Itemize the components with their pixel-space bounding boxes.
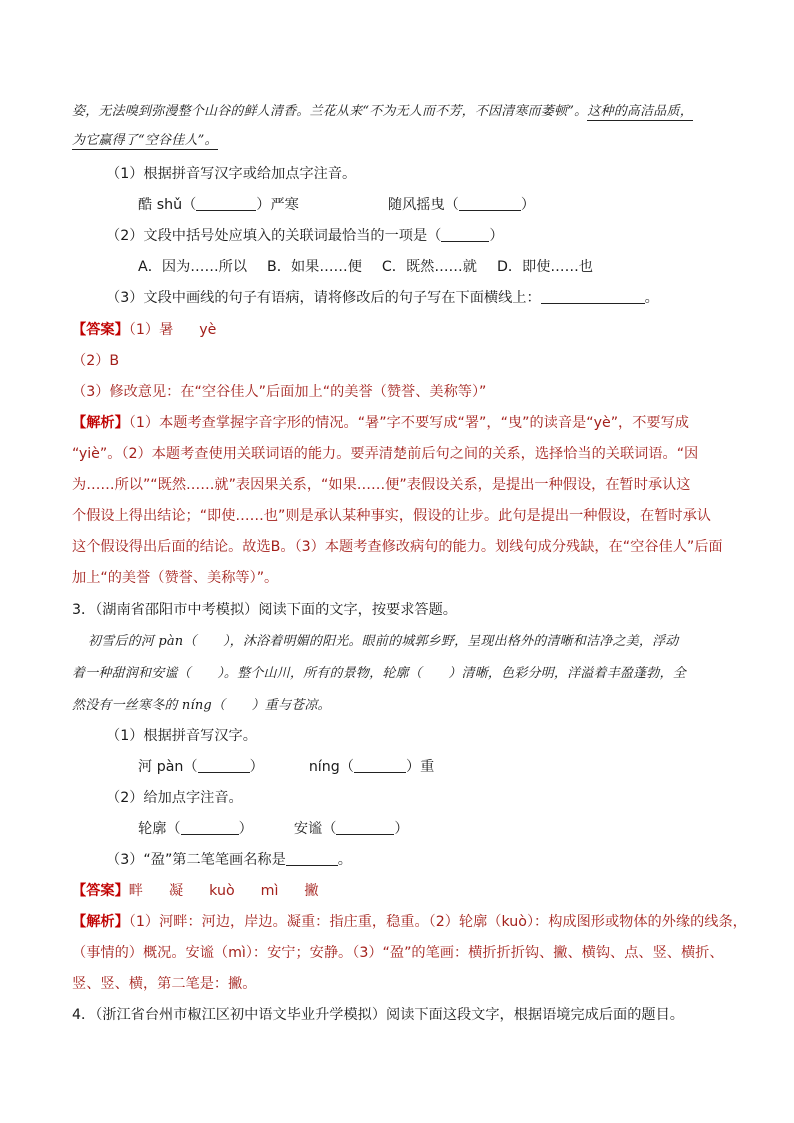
- answer-blank[interactable]: [354, 758, 406, 773]
- q3-passage-line: 初雪后的河 pàn（ ），沐浴着明媚的阳光。眼前的城郭乡野，呈现出格外的清晰和洁净之美，浮动: [88, 634, 679, 649]
- q3-passage-line: 着一种甜润和安谧（ ）。整个山川，所有的景物，轮廓（ ）清晰，色彩分明，洋溢着丰盈蓬勃，全: [72, 666, 686, 681]
- q3-analysis-line: （事情的）概况。安谧（mì）：安宁；安静。（3）“盈”的笔画：横折折折钩、撇、横钩、点、竖、横折、: [72, 945, 724, 961]
- q3-sub2-prompt: （2）给加点字注音。: [106, 790, 243, 806]
- q3-sub3-prompt: （3）“盈”第二笔笔画名称是 。: [106, 852, 352, 868]
- q2-analysis-line: 加上“的美誉（赞誉、美称等）”。: [72, 570, 279, 586]
- q2-analysis-line: 【解析】（1）本题考查掌握字音字形的情况。“暑”字不要写成“署”，“曳”的读音是“yè”，不要写成: [72, 415, 689, 431]
- analysis-tag: 【解析】: [72, 415, 129, 431]
- answer-blank[interactable]: [196, 196, 256, 211]
- q3-analysis-line: 竖、竖、横，第二笔是：撇。: [72, 976, 257, 992]
- q3-sub1-items: 河 pàn（ ） níng（ ）重: [138, 759, 435, 775]
- passage-line-2: [72, 131, 218, 151]
- q3-sub1-prompt: （1）根据拼音写汉字。: [106, 728, 257, 744]
- q2-sub3-prompt: （3）文段中画线的句子有语病，请将修改后的句子写在下面横线上： 。: [106, 290, 659, 306]
- passage-line-1: [72, 102, 693, 122]
- answer-blank[interactable]: [181, 820, 239, 835]
- q3-answer: 【答案】畔 凝 kuò mì 撇: [72, 883, 319, 899]
- answer-blank[interactable]: [441, 227, 489, 242]
- q2-sub2-options: [138, 257, 593, 277]
- q2-analysis-line: 为……所以”“既然……就”表因果关系，“如果……便”表假设关系，是提出一种假设，在暂时承认这: [72, 477, 691, 493]
- option-b[interactable]: B．如果……便: [267, 259, 362, 275]
- q2-sub1-prompt: （1）根据拼音写汉字或给加点字注音。: [106, 166, 357, 182]
- answer-blank[interactable]: [336, 820, 394, 835]
- q3-analysis-line: 【解析】（1）河畔：河边，岸边。凝重：指庄重，稳重。（2）轮廓（kuò）：构成图形或物体的外缘的线条，: [72, 914, 747, 930]
- answer-blank[interactable]: [198, 758, 250, 773]
- q3-heading: 3．（湖南省邵阳市中考模拟）阅读下面的文字，按要求答题。: [72, 602, 457, 618]
- q2-sub1-items: 酷 shǔ（ ）严寒 随风摇曳（ ）: [138, 197, 536, 213]
- q2-answer-2: （2）B: [72, 353, 120, 369]
- option-d[interactable]: D．即使……也: [496, 259, 593, 275]
- answer-tag: 【答案】: [72, 322, 129, 338]
- q2-analysis-line: 这个假设得出后面的结论。故选B。（3）本题考查修改病句的能力。划线句成分残缺，在“空谷佳人”后面: [72, 539, 723, 555]
- q2-analysis-line: “yiè”。（2）本题考查使用关联词语的能力。要弄清楚前后句之间的关系，选择恰当的关联词语。“因: [72, 446, 699, 462]
- q4-heading: 4．（浙江省台州市椒江区初中语文毕业升学模拟）阅读下面这段文字，根据语境完成后面的题目。: [72, 1007, 684, 1023]
- q2-answer-3: （3）修改意见：在“空谷佳人”后面加上“的美誉（赞誉、美称等）”: [72, 384, 487, 400]
- answer-blank[interactable]: [459, 196, 521, 211]
- passage-text: 姿，无法嗅到弥漫整个山谷的鲜人清香。兰花从来“不为无人而不芳，不因清寒而萎顿”。: [72, 104, 588, 119]
- option-c[interactable]: C．既然……就: [381, 259, 477, 275]
- underlined-sentence-part-2: 为它赢得了“空谷佳人”。: [72, 133, 218, 148]
- q3-passage-line: 然没有一丝寒冬的 níng（ ）重与苍凉。: [72, 698, 331, 713]
- option-a[interactable]: A．因为……所以: [138, 259, 248, 275]
- underlined-sentence-part-1: 这种的高洁品质，: [587, 104, 693, 119]
- q2-answer: 【答案】（1）暑 yè: [72, 322, 217, 338]
- q2-sub2-prompt: （2）文段中括号处应填入的关联词最恰当的一项是（ ）: [106, 228, 504, 244]
- answer-blank[interactable]: [541, 289, 645, 304]
- q2-analysis-line: 个假设上得出结论；“即使……也”则是承认某种事实，假设的让步。此句是提出一种假设，在暂时承认: [72, 508, 711, 524]
- answer-blank[interactable]: [286, 851, 338, 866]
- q3-sub2-items: 轮廓（ ） 安谧（ ）: [138, 821, 409, 837]
- answer-tag: 【答案】: [72, 883, 129, 899]
- analysis-tag: 【解析】: [72, 914, 129, 930]
